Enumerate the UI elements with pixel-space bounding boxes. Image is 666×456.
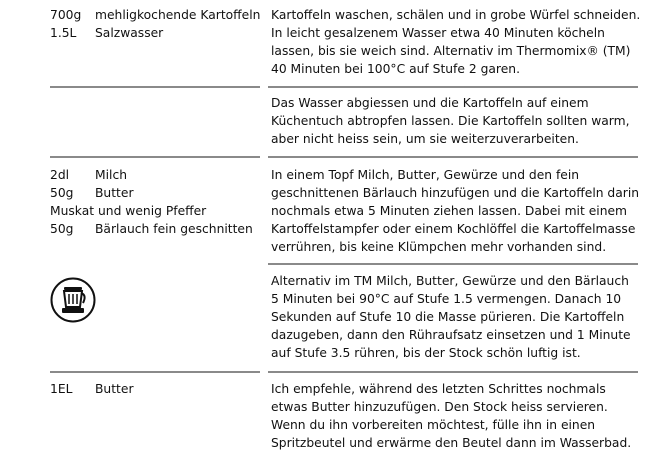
ingredient-row: [50, 380, 262, 398]
divider-left: [50, 86, 260, 88]
step-line: Kartoffelstampfer oder einem Kochlöffel die Kartoffelmasse: [271, 222, 636, 236]
step-3-text: [271, 166, 643, 256]
ingredient-row: [50, 184, 262, 202]
step-line: nochmals etwa 5 Minuten ziehen lassen. Dabei mit einem: [271, 204, 628, 218]
ingredient-row: [50, 24, 262, 42]
ingredient-name: Bärlauch fein geschnitten: [95, 222, 253, 236]
ingredient-name: Salzwasser: [95, 26, 164, 40]
step-line: Das Wasser abgiessen und die Kartoffeln auf einem: [271, 96, 589, 110]
ingredient-full: Muskat und wenig Pfeffer: [50, 204, 207, 218]
step-line: Kartoffeln waschen, schälen und in grobe Würfel schneiden.: [271, 8, 641, 22]
thermomix-icon: [50, 277, 96, 323]
step-line: In einem Topf Milch, Butter, Gewürze und den fein: [271, 168, 580, 182]
step-line: Sekunden auf Stufe 10 die Masse pürieren. Die Kartoffeln: [271, 310, 625, 324]
ingredient-list-1: [50, 6, 262, 42]
step-line: aber nicht heiss sein, um sie weiterzuverarbeiten.: [271, 132, 579, 146]
step-line: 5 Minuten bei 90°C auf Stufe 1.5 vermengen. Danach 10: [271, 292, 622, 306]
ingredient-name: mehligkochende Kartoffeln: [95, 8, 261, 22]
step-line: lassen, bis sie weich sind. Alternativ im Thermomix® (TM): [271, 44, 631, 58]
step-line: In leicht gesalzenem Wasser etwa 40 Minuten köcheln: [271, 26, 605, 40]
ingredient-row: [50, 166, 262, 184]
step-line: auf Stufe 3.5 rühren, bis der Stock schön luftig ist.: [271, 346, 581, 360]
divider-right: [268, 156, 638, 158]
step-line: Alternativ im TM Milch, Butter, Gewürze und den Bärlauch: [271, 274, 629, 288]
ingredient-qty: 50g: [50, 222, 74, 236]
ingredient-name: Milch: [95, 168, 127, 182]
step-line: Wenn du ihn vorbereiten möchtest, fülle ihn in einen: [271, 418, 596, 432]
ingredient-row: [50, 202, 262, 220]
ingredient-qty: 50g: [50, 186, 74, 200]
divider-left: [50, 371, 260, 373]
ingredient-qty: 1.5L: [50, 26, 77, 40]
divider-left: [50, 156, 260, 158]
ingredient-row: [50, 6, 262, 24]
ingredient-name: Butter: [95, 186, 134, 200]
step-line: Küchentuch abtropfen lassen. Die Kartoffeln sollten warm,: [271, 114, 630, 128]
ingredient-qty: 2dl: [50, 168, 70, 182]
step-line: verrühren, bis keine Klümpchen mehr vorhanden sind.: [271, 240, 607, 254]
step-line: Ich empfehle, während des letzten Schrittes nochmals: [271, 382, 606, 396]
step-line: dazugeben, dann den Rühraufsatz einsetzen und 1 Minute: [271, 328, 631, 342]
ingredient-name: Butter: [95, 382, 134, 396]
divider-right: [268, 86, 638, 88]
ingredient-qty: 1EL: [50, 382, 73, 396]
ingredient-row: [50, 220, 262, 238]
step-line: geschnittenen Bärlauch hinzufügen und die Kartoffeln darin: [271, 186, 640, 200]
ingredient-list-5: [50, 380, 262, 398]
step-4-text: [271, 272, 643, 362]
step-line: etwas Butter hinzuzufügen. Den Stock heiss servieren.: [271, 400, 608, 414]
divider-right: [268, 371, 638, 373]
ingredient-qty: 700g: [50, 8, 82, 22]
step-1-text: [271, 6, 643, 78]
divider-right: [268, 263, 638, 265]
step-line: Spritzbeutel und erwärme den Beutel dann im Wasserbad.: [271, 436, 632, 450]
step-line: 40 Minuten bei 100°C auf Stufe 2 garen.: [271, 62, 520, 76]
step-5-text: [271, 380, 643, 452]
step-2-text: [271, 94, 643, 148]
ingredient-list-3: [50, 166, 262, 238]
